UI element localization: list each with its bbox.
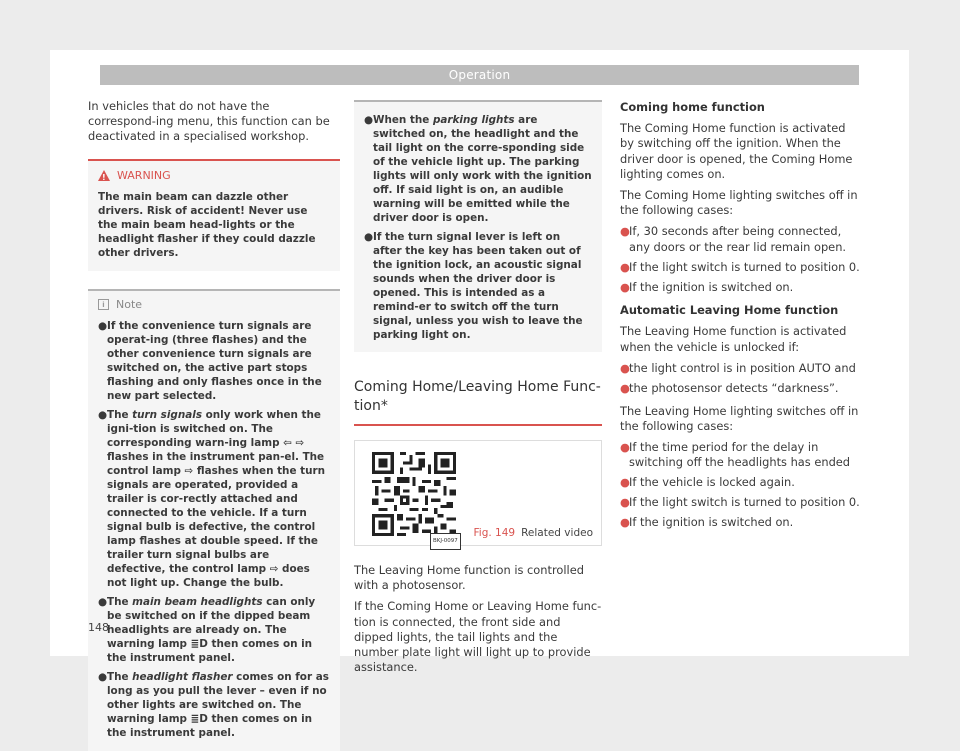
figure-code: BKJ-0097: [430, 533, 461, 550]
paragraph: The Leaving Home function is activated when the vehicle is unlocked if:: [620, 324, 847, 354]
paragraph: The Coming Home lighting switches off in the following cases:: [620, 188, 858, 218]
list-item: ● If the light switch is turned to position 0.: [620, 259, 860, 274]
warning-box: [88, 159, 340, 271]
figure-label: Fig. 149: [473, 526, 516, 539]
list-item: ● When the parking lights are switched on, the headlight and the tail light on the corre-sponding side of the vehicle light up. The parking lights will only work with the ignition off. If said light is on, an audible warning will be emitted while the driver door is open.: [364, 114, 592, 224]
subheading: Coming home function: [620, 100, 765, 114]
list-item: ● If the time period for the delay in switching off the headlights has ended: [620, 439, 851, 469]
qr-code-icon[interactable]: [369, 449, 459, 539]
warning-text: The main beam can dazzle other drivers. Risk of accident! Never use the main beam head-lights or the headlight flasher if they could dazzle other drivers.: [98, 190, 316, 259]
paragraph: The Leaving Home lighting switches off in the following cases:: [620, 404, 859, 434]
paragraph: The Leaving Home function is controlled with a photosensor.: [354, 563, 584, 593]
note-continued-box: [354, 100, 602, 352]
list-item: ● The turn signals only work when the igni-tion is switched on. The corresponding warn-ing lamp ⇦ ⇨ flashes in the instrument pan-el. The control lamp ⇨ flashes when the turn signals are operated, provided a trailer is cor-rectly attached and connected to the vehicle. If a turn signal bulb is defective, the control lamp flashes at double speed. If the trailer turn signal bulbs are defective, the control lamp ⇨ does not light up. Change the bulb.: [98, 408, 326, 589]
list-item: ● If the convenience turn signals are operat-ing (three flashes) and the other convenience turn signals are switched on, the active part stops flashing and only flashes once in the new part selected.: [98, 319, 322, 402]
list-item: ● If the ignition is switched on.: [620, 515, 794, 530]
column-2: [354, 104, 602, 675]
list-item: ● If the light switch is turned to position 0.: [620, 495, 860, 510]
warning-title: WARNING: [117, 168, 171, 182]
column-3: [620, 100, 860, 531]
warning-icon: [98, 170, 110, 181]
column-1: [88, 99, 340, 751]
paragraph: The Coming Home function is activated by switching off the ignition. When the driver door is opened, the Coming Home lighting comes on.: [620, 121, 853, 181]
figure-caption-text: Related video: [521, 526, 593, 539]
list-item: ● If the ignition is switched on.: [620, 280, 794, 295]
subheading: Automatic Leaving Home function: [620, 303, 839, 318]
list-item: ● The headlight flasher comes on for as long as you pull the lever – even if no other lights are switched on. The warning lamp ≣D then comes on in the instrument panel.: [98, 670, 329, 739]
section-title: Coming Home/Leaving Home Func-tion*: [354, 378, 602, 426]
list-item: ● the photosensor detects “darkness”.: [620, 381, 839, 396]
page-header: Operation: [100, 65, 859, 85]
list-item: ● If, 30 seconds after being connected, any doors or the rear lid remain open.: [620, 224, 847, 254]
paragraph: If the Coming Home or Leaving Home func-tion is connected, the front side and dipped lights, the tail lights and the number plate light will light up to provide assistance.: [354, 599, 602, 675]
list-item: ● the light control is in position AUTO and: [620, 360, 856, 375]
intro-paragraph: In vehicles that do not have the correspond-ing menu, this function can be deactivated in a specialised workshop.: [88, 99, 330, 144]
list-item: ● The main beam headlights can only be switched on if the dipped beam headlights are already on. The warning lamp ≣D then comes on in the instrument panel.: [98, 595, 316, 664]
figure-149: [354, 440, 602, 546]
list-item: ● If the turn signal lever is left on after the key has been taken out of the ignition lock, an acoustic signal sounds when the driver door is opened. This is intended as a remind-er to switch off the turn signal, unless you wish to leave the parking light on.: [364, 231, 583, 341]
figure-caption: [474, 526, 593, 541]
note-box: [88, 289, 340, 751]
note-icon: i: [98, 299, 109, 310]
list-item: ● If the vehicle is locked again.: [620, 475, 795, 490]
page-number: 148: [88, 621, 109, 634]
note-title: Note: [116, 297, 143, 311]
